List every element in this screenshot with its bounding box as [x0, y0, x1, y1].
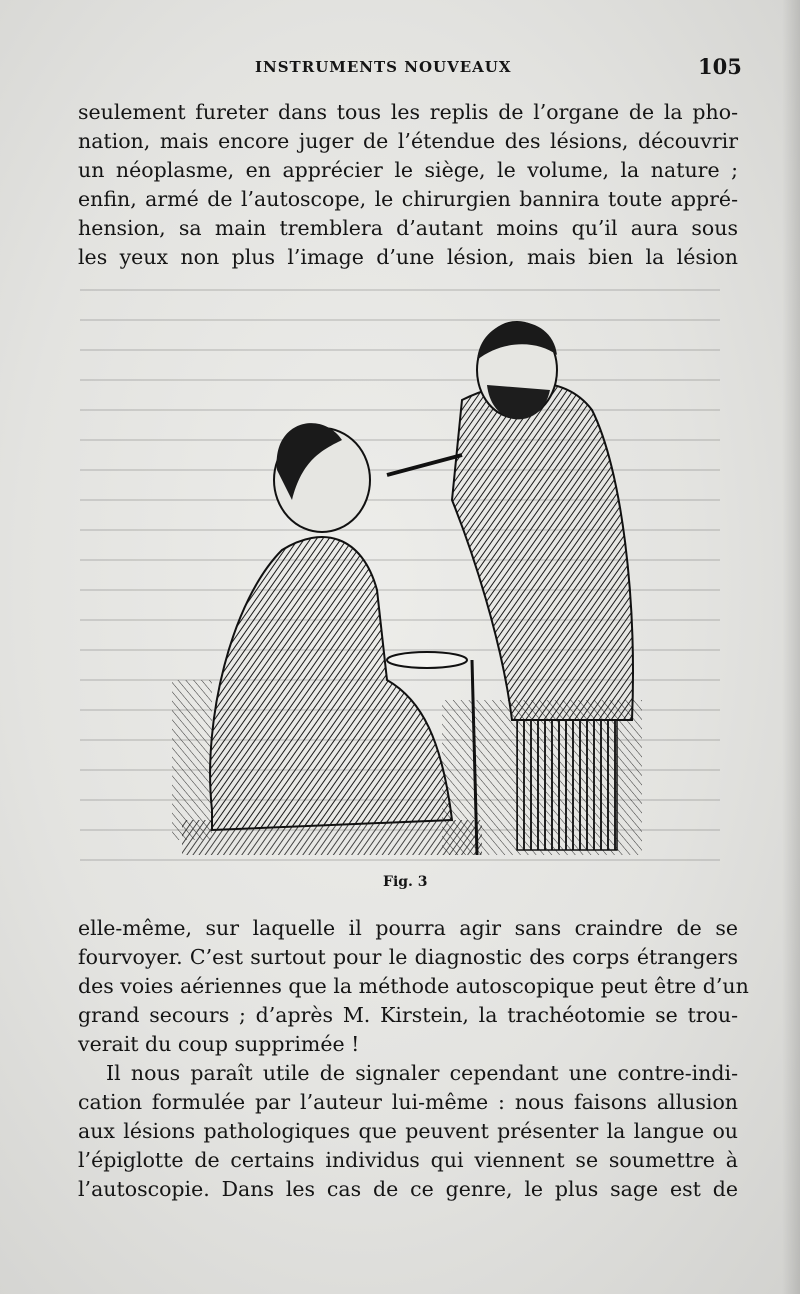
standing-physician-trousers: [517, 720, 617, 850]
text-line: fourvoyer. C’est surtout pour le diagnostic des corps étrangers: [78, 945, 738, 969]
figure-caption: Fig. 3: [383, 874, 428, 890]
paragraph-top: [78, 98, 738, 272]
paragraph-bottom: [78, 914, 749, 1204]
text-line: seulement fureter dans tous les replis de l’organe de la pho-: [78, 100, 738, 124]
text-line: l’épiglotte de certains individus qui viennent se soumettre à: [78, 1148, 738, 1172]
text-line: nation, mais encore juger de l’étendue des lésions, découvrir: [78, 129, 738, 153]
standing-physician-coat: [452, 383, 633, 721]
text-line: l’autoscopie. Dans les cas de ce genre, le plus sage est de: [78, 1177, 738, 1201]
text-line: aux lésions pathologiques que peuvent présenter la langue ou: [78, 1119, 738, 1143]
engraving-illustration: [172, 300, 642, 860]
text-line: cation formulée par l’auteur lui-même : nous faisons allusion: [78, 1090, 738, 1114]
text-line: grand secours ; d’après M. Kirstein, la trachéotomie se trou-: [78, 1003, 738, 1027]
text-line: Il nous paraît utile de signaler cependant une contre-indi-: [106, 1061, 738, 1085]
running-header-title: INSTRUMENTS NOUVEAUX: [255, 58, 512, 76]
text-line: elle-même, sur laquelle il pourra agir sans craindre de se: [78, 916, 738, 940]
text-line: un néoplasme, en apprécier le siège, le volume, la nature ;: [78, 158, 738, 182]
text-line: les yeux non plus l’image d’une lésion, mais bien la lésion: [78, 245, 738, 269]
autoscope-instrument: [387, 455, 462, 475]
basin: [387, 652, 467, 668]
seated-patient-body: [210, 537, 452, 830]
text-line: verait du coup supprimée !: [78, 1032, 360, 1056]
text-line: enfin, armé de l’autoscope, le chirurgien bannira toute appré-: [78, 187, 738, 211]
text-line: des voies aériennes que la méthode autoscopique peut être d’un: [78, 974, 749, 998]
page-number: 105: [698, 54, 742, 79]
background-hatching: [172, 680, 212, 840]
page-gutter-shadow: [782, 0, 800, 1294]
text-line: hension, sa main tremblera d’autant moins qu’il aura sous: [78, 216, 738, 240]
